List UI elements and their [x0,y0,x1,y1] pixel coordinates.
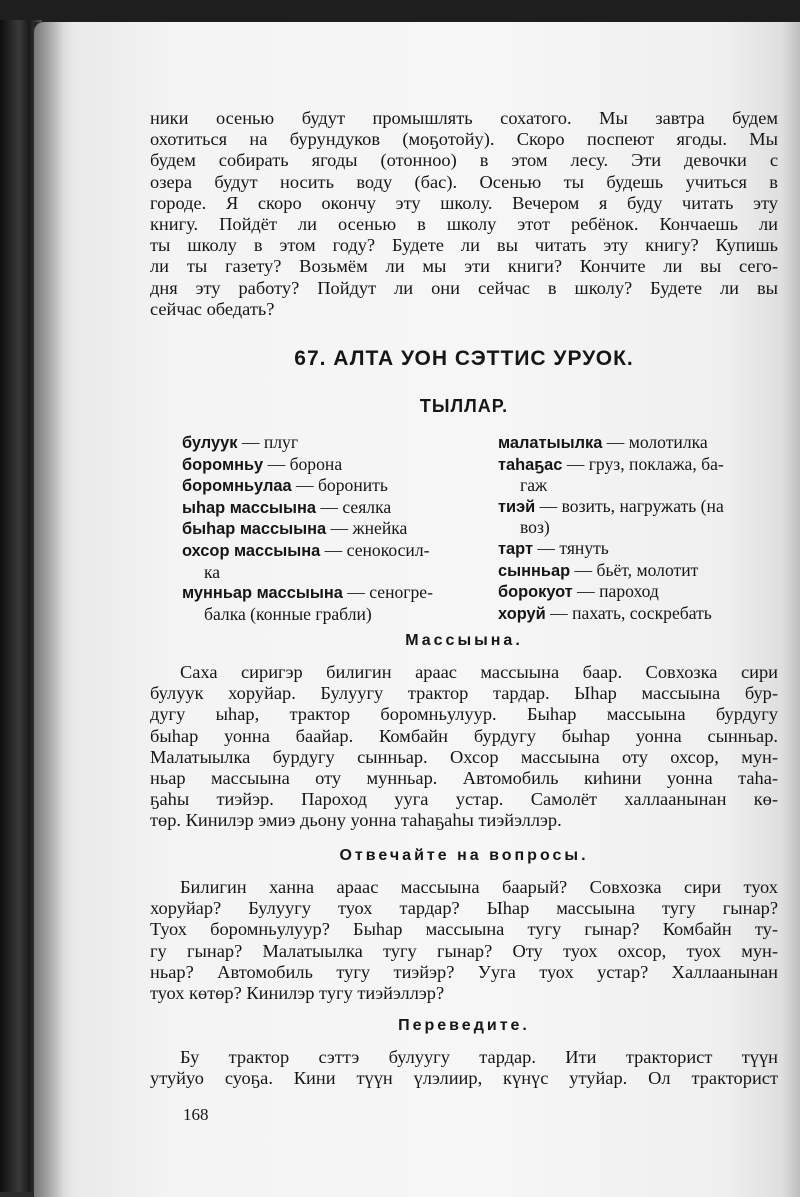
vocab-entry [182,582,487,604]
vocab-term: малатыылка [498,434,603,452]
vocab-term: борокуот [498,583,573,602]
intro-line: охотиться на бурундуков (моҕотойу). Скоро поспеют ягоды. Мы [150,129,778,150]
vocab-definition: — сеногре- [342,582,433,603]
vocab-term: быһар массыына [182,520,327,539]
vocab-definition: — плуг [237,432,299,452]
vocab-definition: — тянуть [532,537,609,558]
left-shadow [34,22,64,1197]
text-line: ньар массыына оту мунньар. Автомобиль киһини уонна таһа- [150,768,778,789]
vocab-definition: — груз, поклажа, ба- [562,453,724,474]
vocab-definition: — бьёт, молотит [570,559,699,580]
page-number: 168 [183,1105,209,1124]
vocab-entry [182,432,487,454]
vocab-continuation: ка [204,561,221,582]
text-line: ньар? Автомобиль тугу тиэйэр? Ууга туох устар? Халлаанынан [150,961,778,982]
section2-paragraph [150,877,778,1004]
text-line-content: Саха сиригэр билигин араас массыына баар. Совхозка сири [180,662,778,682]
vocab-title: ТЫЛЛАР. [419,396,509,416]
vocab-definition: — молотилка [602,432,708,452]
vocab-right-column [498,432,788,624]
vocab-entry [498,454,788,476]
text-line-content: Бу трактор сэттэ булуугу тардар. Ити тракторист түүн [180,1047,778,1067]
vocab-entry [498,603,788,625]
intro-line: сейчас обедать? [150,298,275,319]
text-line: булуук хоруйар. Булуугу трактор тардар. Ыһар массыына бур- [150,683,778,704]
text-line: төр. Кинилэр эмиэ дьону уонна таһаҕаһы тиэйэллэр. [150,810,562,831]
vocab-term: таһаҕас [498,455,563,474]
text-line-content: Билигин ханна араас массыына баарый? Совхозка сири туох [180,877,778,897]
vocab-term: сынньар [498,561,571,580]
intro-line: дня эту работу? Пойдут ли они сейчас в школу? Будете ли вы [150,277,778,298]
vocab-entry [182,518,487,540]
chapter-title: 67. АЛТА УОН СЭТТИС УРУОК. [294,347,634,370]
vocab-definition: — возить, нагружать (на [535,495,724,516]
vocab-entry [498,538,788,560]
text-line: быһар уонна баайар. Комбайн бурдугу быһар уонна сынньар. [150,725,778,746]
vocab-entry [498,581,788,603]
vocab-term: тиэй [498,497,536,516]
text-line: туох көтөр? Кинилэр тугу тиэйэллэр? [150,983,445,1004]
intro-line: городе. Я скоро окончу эту школу. Вечером я буду читать эту [150,192,778,213]
intro-line: ли ты газету? Возьмём ли мы эти книги? Кончите ли вы сего- [150,256,778,277]
text-line: утуйуо суоҕа. Кини түүн үлэлиир, күнүс утуйар. Ол тракторист [150,1068,778,1089]
vocab-term: мунньар массыына [182,584,343,603]
vocab-definition: — жнейка [326,518,408,539]
vocab-entry [498,432,788,454]
vocab-entry [182,454,487,476]
vocab-definition: — сеялка [315,496,392,517]
section1-paragraph [150,662,778,832]
vocab-term: хоруй [498,604,546,623]
vocab-entry [498,560,788,582]
vocab-entry [498,496,788,518]
section-title-translate: Переведите. [398,1017,530,1034]
section-title-questions: Отвечайте на вопросы. [339,847,589,864]
intro-line: ники осенью будут промышлять сохатого. Мы завтра будем [150,108,778,128]
section-title-mashina: Массыына. [405,632,523,649]
vocab-continuation: гаж [520,475,548,496]
text-line [150,877,778,898]
vocab-entry [182,497,487,519]
vocab-entry [182,540,487,562]
text-line: хоруйар? Булуугу туох тардар? Ыһар массыына тугу гынар? [150,898,778,919]
text-line: дугу ыһар, трактор боромньулуур. Быһар массыына бурдугу [150,704,778,725]
text-line: Туох боромньулуур? Быһар массыына тугу гынар? Комбайн ту- [150,919,778,940]
vocab-term: тарт [498,539,533,558]
vocab-definition: — сенокосил- [320,539,430,560]
intro-line: ты школу в этом году? Будете ли вы читать эту книгу? Купишь [150,235,778,256]
vocab-continuation: балка (конные грабли) [204,603,372,624]
text-line [150,1047,778,1068]
vocab-term: боромньу [182,455,264,474]
text-line: ҕаһы тиэйэр. Пароход ууга устар. Самолёт халлаанынан кө- [150,789,778,810]
vocab-continuation: воз) [520,517,550,538]
vocab-definition: — пароход [572,581,659,602]
section3-paragraph [150,1047,778,1089]
text-line: гу гынар? Малатыылка тугу гынар? Оту туох охсор, туох мун- [150,940,778,961]
intro-line: будем собирать ягоды (отонноо) в этом лесу. Эти девочки с [150,150,778,171]
text-line: Малатыылка бурдугу сынньар. Охсор массыына оту охсор, мун- [150,746,778,767]
vocab-definition: — боронить [291,475,388,496]
vocab-term: боромньулаа [182,477,292,496]
intro-paragraph [150,108,778,320]
vocab-definition: — борона [263,453,343,474]
vocab-term: булуук [182,434,238,452]
intro-line: книгу. Пойдёт ли осенью в школу этот ребёнок. Кончаешь ли [150,214,778,235]
text-line [150,662,778,683]
vocab-definition: — пахать, соскребать [545,602,712,623]
vocab-left-column [182,432,487,624]
intro-line: озера будут носить воду (бас). Осенью ты будешь учиться в [150,171,778,192]
vocab-term: охсор массыына [182,541,321,560]
vocab-entry [182,475,487,497]
vocab-term: ыһар массыына [182,498,316,517]
